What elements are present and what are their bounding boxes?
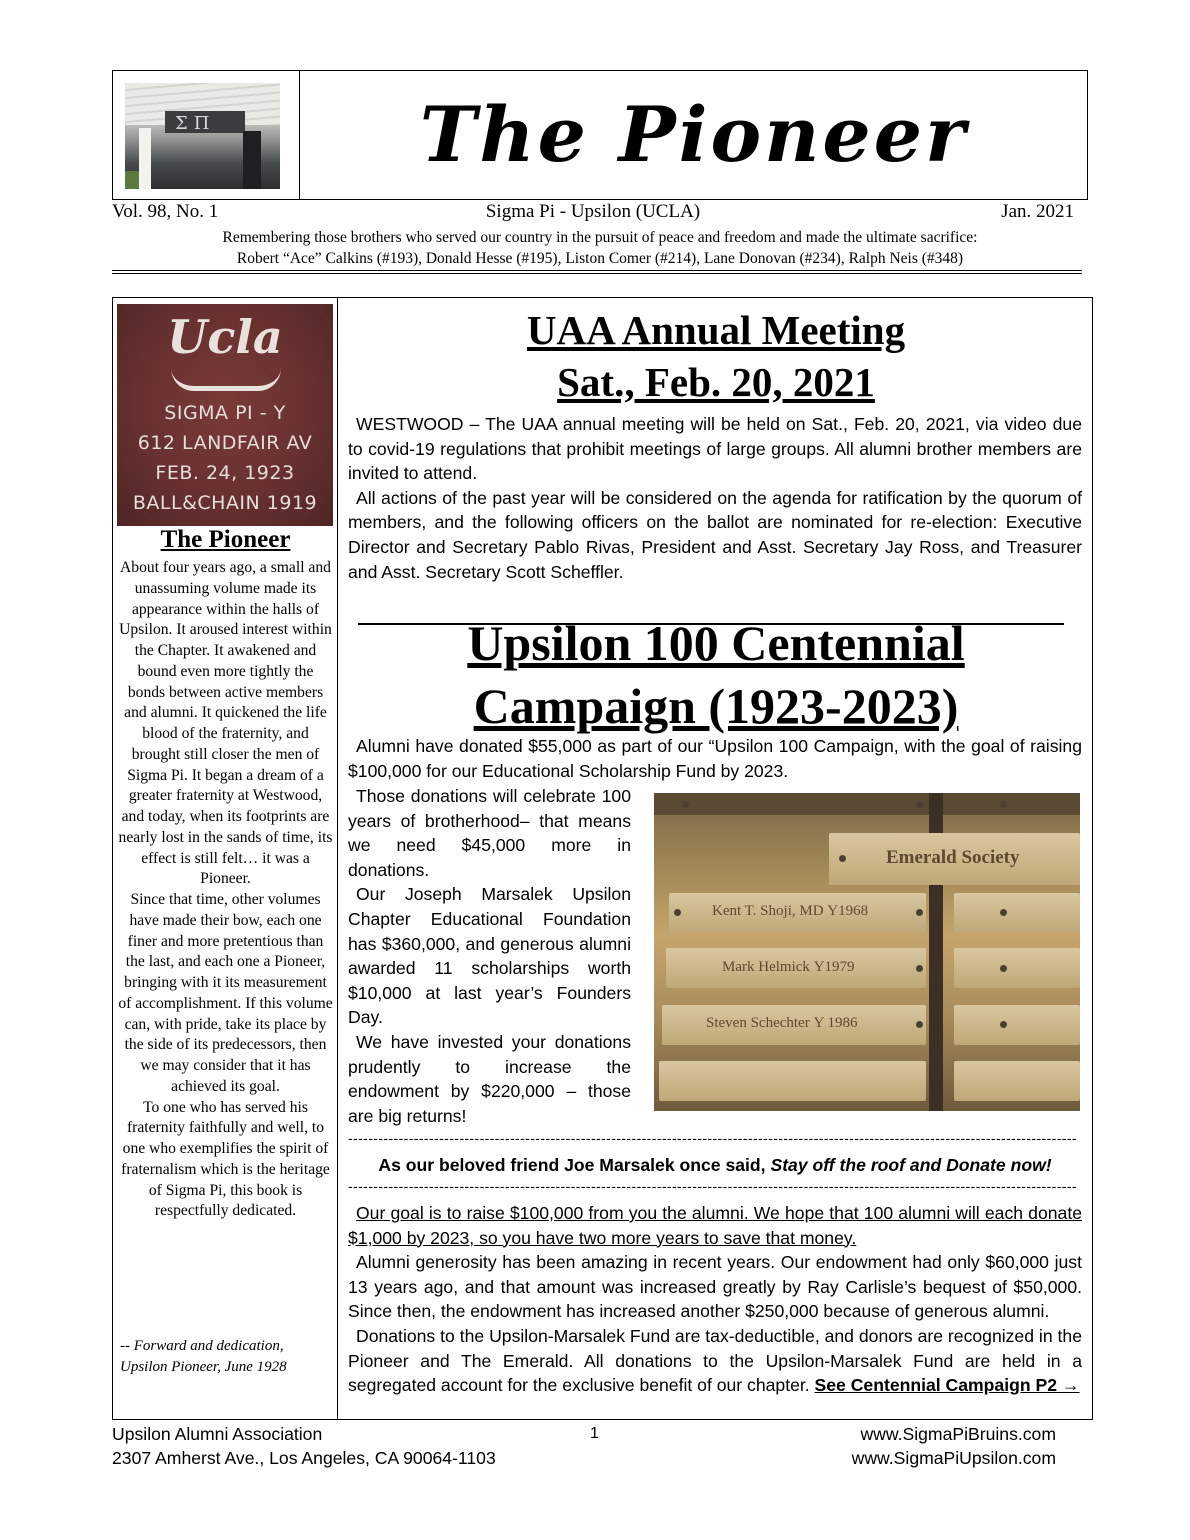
masthead-photo-frame — [113, 71, 300, 199]
centennial-headline-line-2: Campaign (1923-2023) — [473, 678, 959, 734]
memorial-line-2: Robert “Ace” Calkins (#193), Donald Hesse (#195), Liston Comer (#214), Lane Donovan (#234), Ralph Neis (#348) — [236, 250, 964, 267]
chapter-name: Sigma Pi - Upsilon (UCLA) — [485, 201, 701, 222]
ucla-plaque-photo — [117, 304, 333, 526]
memorial-note — [112, 227, 1088, 269]
memorial-line-1: Remembering those brothers who served our country in the pursuit of peace and freedom and made the ultimate sacrifice: — [222, 229, 978, 246]
donor-plaque-photo — [654, 793, 1080, 1111]
annual-headline-line-2: Sat., Feb. 20, 2021 — [557, 359, 875, 405]
centennial-intro-text: Alumni have donated $55,000 as part of our “Upsilon 100 Campaign, with the goal of raising $100,000 for our Educational Scholarship Fund by 2023. — [348, 736, 1082, 781]
centennial-paragraph-2: Our Joseph Marsalek Upsilon Chapter Educational Foundation has $360,000, and generous alumni awarded 11 scholarships worth $10,000 at last year’s Founders Day. — [348, 884, 631, 1028]
goal-paragraph: Our goal is to raise $100,000 from you the alumni. We hope that 100 alumni will each donate $1,000 by 2023, so you have two more years to save that money. — [348, 1203, 1082, 1248]
marsalek-quote — [348, 1155, 1082, 1176]
credit-line-1: -- Forward and dedication, — [120, 1338, 284, 1354]
issue-info-line — [112, 201, 1074, 225]
plaque-name-2: Mark Helmick Υ1979 — [722, 959, 855, 975]
annual-meeting-article — [348, 412, 1082, 584]
generosity-paragraph: Alumni generosity has been amazing in recent years. Our endowment had only $60,000 just 13 years ago, and that amount was increased greatly by Ray Carlisle’s bequest of $50,000. Since then, the endowment has increased another $250,000 because of generous alumni. — [348, 1252, 1082, 1322]
issue-date: Jan. 2021 — [1001, 201, 1074, 222]
centennial-headline-line-1: Upsilon 100 Centennial — [467, 615, 965, 671]
ucla-logo: Ucla — [167, 310, 283, 364]
sidebar-heading: The Pioneer — [160, 526, 291, 553]
newsletter-title: The Pioneer — [419, 90, 969, 179]
website-link-2[interactable]: www.SigmaPiUpsilon.com — [851, 1448, 1056, 1468]
quote-lead: As our beloved friend Joe Marsalek once said, — [378, 1155, 771, 1175]
header-rule-bottom — [112, 273, 1082, 274]
masthead — [112, 70, 1088, 200]
plaque-line-2: 612 LANDFAIR AV — [137, 432, 313, 454]
website-link-1[interactable]: www.SigmaPiBruins.com — [860, 1424, 1056, 1444]
centennial-intro — [348, 734, 1082, 783]
annual-paragraph-2: All actions of the past year will be considered on the agenda for ratification by the quorum of members, and the following officers on the ballot are nominated for re-election: Executive Director and Secretary Pablo Rivas, President and Asst. Secretary Jay Ross, and Treasurer and Asst. Secretary Scott Scheffler. — [348, 487, 1082, 582]
footer-websites — [852, 1422, 1056, 1470]
main-column — [337, 297, 1093, 1420]
donations-paragraph — [348, 1324, 1082, 1398]
dashed-rule-bottom: ------------------------------------------------------------------------------------------------------------------------------------------------ — [348, 1178, 1077, 1194]
house-entrance-photo — [125, 83, 280, 189]
ucla-swoosh-icon — [171, 368, 281, 391]
annual-meeting-headline — [338, 304, 1094, 408]
plaque-name-1: Kent T. Shoji, MD Υ1968 — [712, 903, 869, 919]
footer-address: 2307 Amherst Ave., Los Angeles, CA 90064-1103 — [112, 1448, 496, 1468]
house-letters: ΣΠ — [175, 113, 216, 134]
footer-org: Upsilon Alumni Association — [112, 1424, 323, 1444]
page-number: 1 — [590, 1425, 599, 1442]
plaque-line-1: SIGMA PI - Y — [164, 402, 286, 424]
donations-text: Donations to the Upsilon-Marsalek Fund are tax-deductible, and donors are recognized in the Pioneer and The Emerald. All donations to the Upsilon-Marsalek Fund are held in a segregated account for the exclusive benefit of our chapter. — [348, 1325, 1082, 1396]
plaque-society: Emerald Society — [886, 847, 1020, 868]
plaque-line-3: FEB. 24, 1923 — [155, 462, 295, 484]
centennial-paragraph-3: We have invested your donations prudently to increase the endowment by $220,000 – those are big returns! — [348, 1031, 631, 1126]
annual-paragraph-1: WESTWOOD – The UAA annual meeting will be held on Sat., Feb. 20, 2021, via video due to covid-19 regulations that prohibit meetings of large groups. All alumni brother members are invited to attend. — [348, 414, 1082, 484]
continued-link[interactable]: See Centennial Campaign P2 → — [814, 1375, 1080, 1396]
annual-headline-line-1: UAA Annual Meeting — [526, 307, 906, 353]
dedication-paragraph-2: Since that time, other volumes have made their bow, each one finer and more pretentious than the last, and each one a Pioneer, bringing with it its measurement of accomplishment. If this volume can, with pride, take its place by the side of its predecessors, then we may consider that it has achieved its goal. — [118, 891, 333, 1095]
quote-emphasis: Stay off the roof and Donate now! — [770, 1155, 1052, 1175]
sidebar-column — [112, 297, 337, 1420]
centennial-goal-section — [348, 1201, 1082, 1398]
plaque-name-3: Steven Schechter Υ 1986 — [706, 1015, 858, 1031]
plaque-line-4: BALL&CHAIN 1919 — [132, 492, 318, 514]
centennial-left-text — [348, 784, 631, 1128]
credit-line-2: Upsilon Pioneer, June 1928 — [120, 1358, 287, 1375]
dedication-paragraph-3: To one who has served his fraternity faithfully and well, to one who exemplifies the spirit of fraternalism which is the heritage of Sigma Pi, this book is respectfully dedicated. — [121, 1098, 330, 1220]
centennial-headline — [338, 612, 1094, 738]
volume-number: Vol. 98, No. 1 — [112, 201, 219, 222]
dashed-rule-top: ------------------------------------------------------------------------------------------------------------------------------------------------ — [348, 1130, 1077, 1146]
dedication-paragraph-1: About four years ago, a small and unassuming volume made its appearance within the halls of Upsilon. It aroused interest within the Chapter. It awakened and bound even more tightly the bonds between active members and alumni. It quickened the life blood of the fraternity, and brought still closer the men of Sigma Pi. It began a dream of a greater fraternity at Westwood, and today, when its footprints are nearly lost in the sands of time, its effect is still felt… it was a Pioneer. — [118, 559, 333, 888]
header-rule-top — [112, 270, 1082, 271]
dedication-credit — [120, 1336, 287, 1377]
centennial-paragraph-1: Those donations will celebrate 100 years of brotherhood– that means we need $45,000 more in donations. — [348, 786, 631, 880]
sidebar-dedication — [118, 558, 333, 1222]
